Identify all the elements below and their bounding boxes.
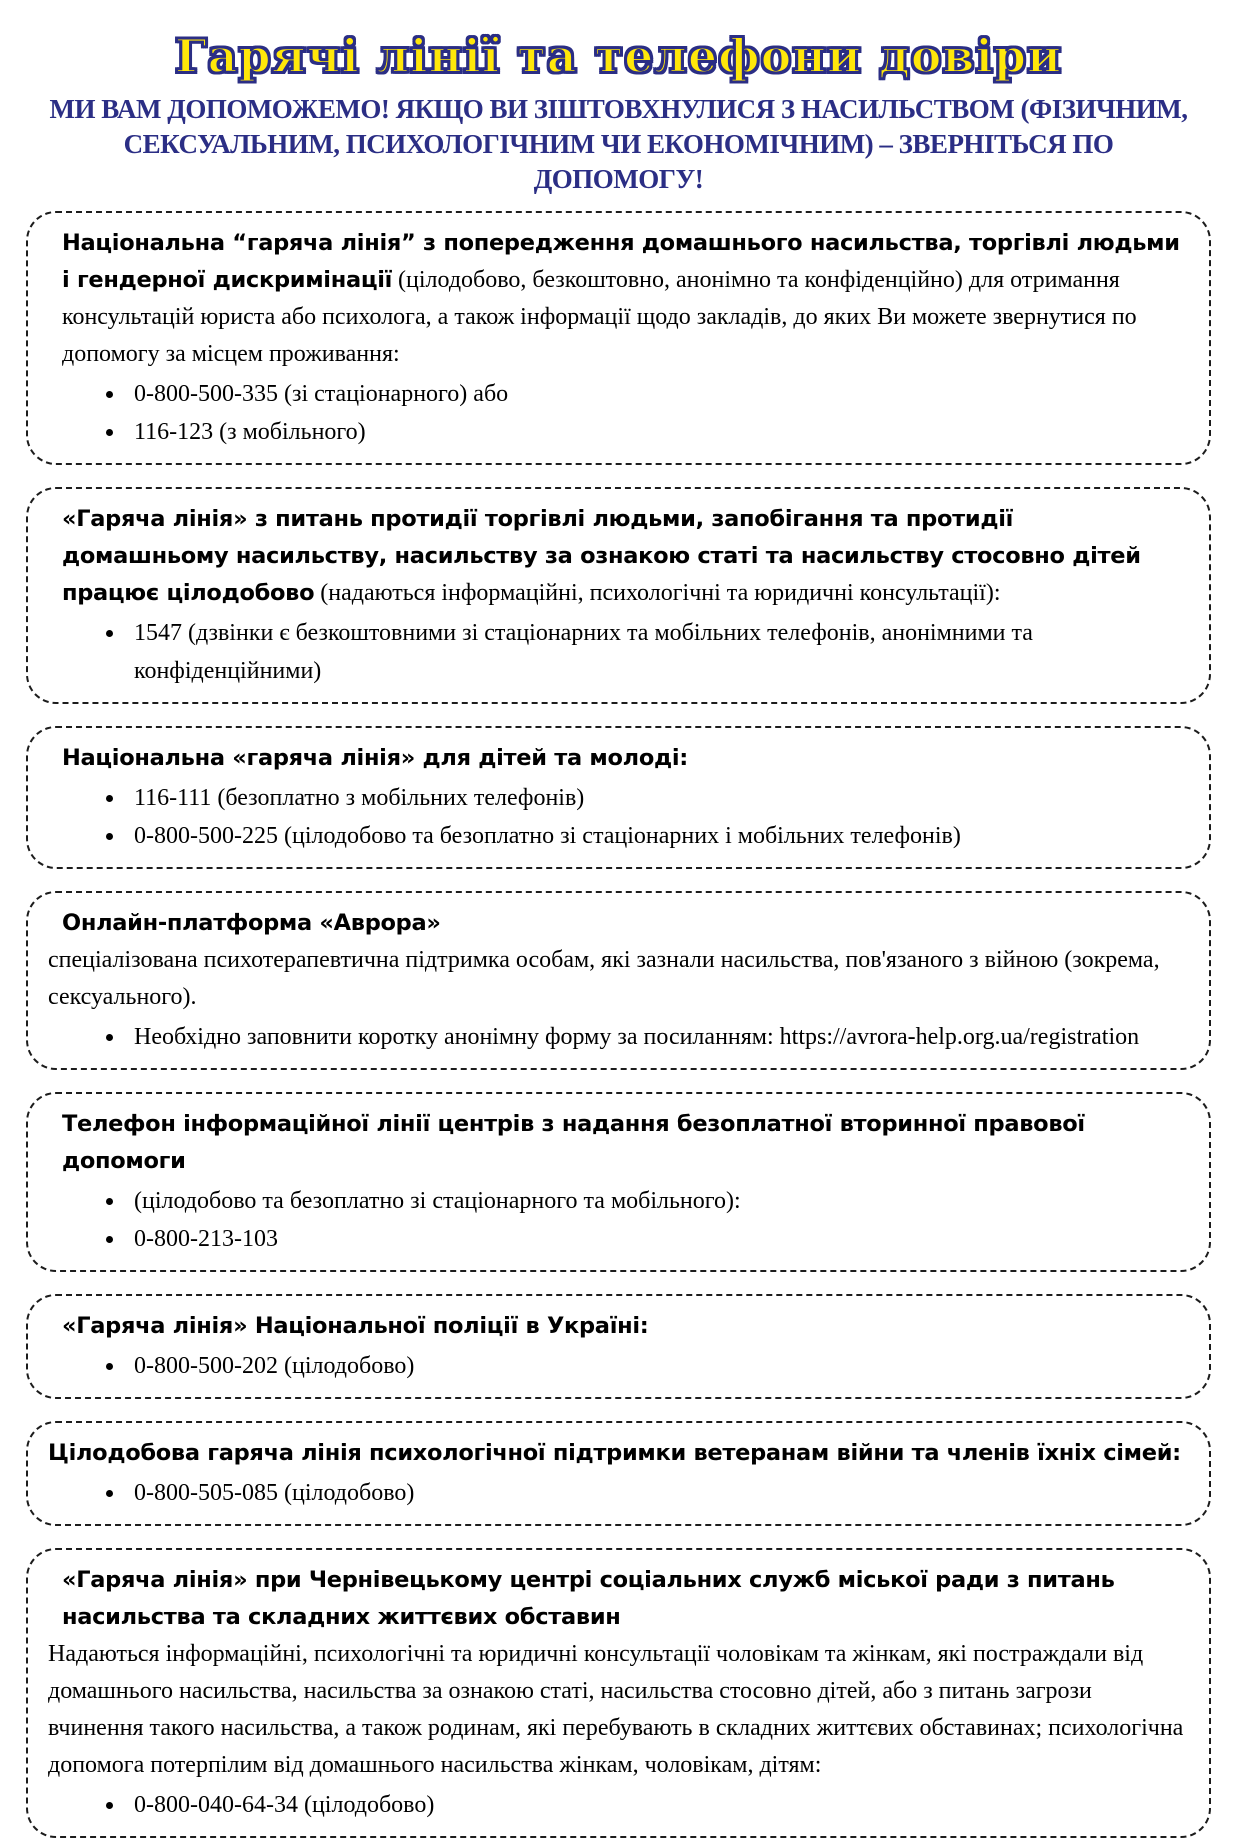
section-police-hotline [26,1294,1211,1399]
phone-item: • (цілодобово та безоплатно зі стаціонарного та мобільного): [126,1182,1185,1220]
section-heading: Національна «гаряча лінія» для дітей та молоді: [62,745,688,771]
phone-list [48,614,1185,690]
registration-link-item: • Необхідно заповнити коротку анонімну форму за посиланням: https://avrora-help.org.ua/registration [126,1018,1185,1056]
section-legal-aid-line [26,1092,1211,1272]
phone-list [48,1347,1185,1385]
phone-item: • 0-800-040-64-34 (цілодобово) [126,1786,1185,1824]
section-body: (надаються інформаційні, психологічні та юридичні консультації): [320,580,1001,606]
section-heading: Національна “гаряча лінія” з попередження домашнього насильства, торгівлі людьми і гендерної дискримінації [62,230,1180,293]
phone-list [48,1474,1185,1512]
phone-item: • 1547 (дзвінки є безкоштовними зі стаціонарних та мобільних телефонів, анонімними та конфіденційними) [126,614,1185,690]
phone-list [48,1182,1185,1258]
phone-list [48,1786,1185,1824]
section-heading: «Гаряча лінія» Національної поліції в Україні: [62,1313,649,1339]
help-banner-text: МИ ВАМ ДОПОМОЖЕМО! ЯКЩО ВИ ЗІШТОВХНУЛИСЯ З НАСИЛЬСТВОМ (ФІЗИЧНИМ, СЕКСУАЛЬНИМ, ПСИХОЛОГІЧНИМ ЧИ ЕКОНОМІЧНИМ) – ЗВЕРНІТЬСЯ ПО ДОПОМОГУ! [49,94,1188,194]
phone-item: • 116-123 (з мобільного) [126,413,1185,451]
section-body: (цілодобово, безкоштовно, анонімно та конфіденційно) для отримання консультацій юриста або психолога, а також інформації щодо закладів, до яких Ви можете звернутися по допомогу за місцем проживання: [62,267,1137,367]
section-counter-trafficking-hotline [26,487,1211,704]
phone-list [48,1018,1185,1056]
section-heading: «Гаряча лінія» при Чернівецькому центрі соціальних служб міської ради з питань насильства та складних життєвих обставин [62,1567,1115,1630]
section-heading: «Гаряча лінія» з питань протидії торгівлі людьми, запобігання та протидії домашньому насильству, насильству за ознакою статі та насильству стосовно дітей працює цілодобово [62,506,1141,606]
page-title: Гарячі лінії та телефони довіри [174,29,1063,83]
phone-item: • 116-111 (безоплатно з мобільних телефонів) [126,779,1185,817]
section-body: спеціалізована психотерапевтична підтримка особам, які зазнали насильства, пов'язаного з війною (зокрема, сексуального). [48,947,1160,1010]
section-children-youth-hotline [26,726,1211,869]
section-heading: Онлайн-платформа «Аврора» [62,910,441,936]
section-avrora-platform [26,891,1211,1070]
section-heading: Цілодобова гаряча лінія психологічної підтримки ветеранам війни та членів їхніх сімей: [48,1440,1181,1466]
phone-item: • 0-800-213-103 [126,1220,1185,1258]
phone-item: • 0-800-500-335 (зі стаціонарного) або [126,375,1185,413]
section-national-domestic-violence-hotline [26,211,1211,465]
phone-list [48,375,1185,451]
section-veterans-support-line [26,1421,1211,1526]
phone-item: • 0-800-500-202 (цілодобово) [126,1347,1185,1385]
phone-item: • 0-800-505-085 (цілодобово) [126,1474,1185,1512]
section-heading: Телефон інформаційної лінії центрів з надання безоплатної вторинної правової допомоги [62,1111,1085,1174]
section-chernivtsi-social-services-hotline [26,1548,1211,1838]
phone-item: • 0-800-500-225 (цілодобово та безоплатно зі стаціонарних і мобільних телефонів) [126,817,1185,855]
phone-list [48,779,1185,855]
section-body: Надаються інформаційні, психологічні та юридичні консультації чоловікам та жінкам, які постраждали від домашнього насильства, насильства за ознакою статі, насильства стосовно дітей, або з питань загрози вчинення такого насильства, а також родинам, які перебувають в складних життєвих обставинах; психологічна допомога потерпілим від домашнього насильства жінкам, чоловікам, дітям: [48,1641,1184,1778]
